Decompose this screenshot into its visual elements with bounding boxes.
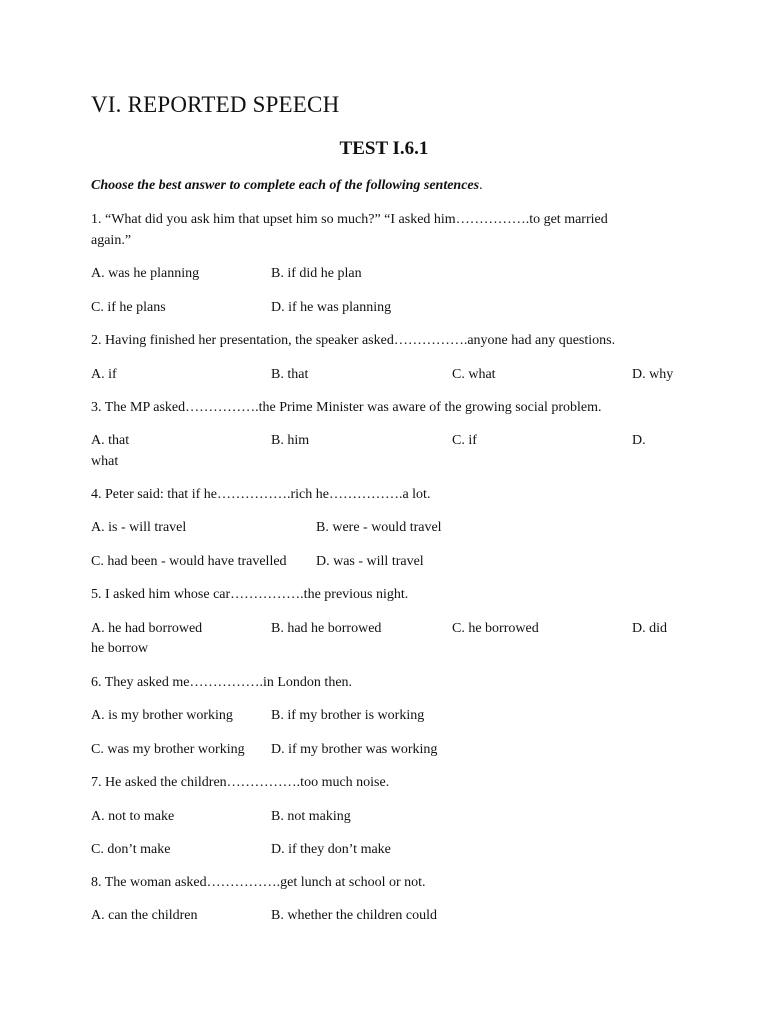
question-5-option-c: C. he borrowed xyxy=(452,621,539,636)
question-4-option-c: C. had been - would have travelled xyxy=(91,554,287,569)
question-3-option-d-wrap: what xyxy=(91,454,119,469)
question-5-line-1: 5. I asked him whose car…………….the previous night. xyxy=(91,587,409,602)
question-7-option-a: A. not to make xyxy=(91,809,175,824)
question-7-option-d: D. if they don’t make xyxy=(271,842,391,857)
instruction-text: Choose the best answer to complete each of the following sentences xyxy=(91,178,480,193)
instruction-period: . xyxy=(479,178,483,193)
question-6-option-a: A. is my brother working xyxy=(91,708,233,723)
question-7-line-1: 7. He asked the children…………….too much noise. xyxy=(91,775,390,790)
question-8-option-b: B. whether the children could xyxy=(271,908,438,923)
question-1-option-c: C. if he plans xyxy=(91,300,166,315)
question-7-option-b: B. not making xyxy=(271,809,351,824)
question-4-line-1: 4. Peter said: that if he…………….rich he…………….a lot. xyxy=(91,487,431,502)
question-1-line-2: again.” xyxy=(91,233,132,248)
question-6-option-d: D. if my brother was working xyxy=(271,742,438,757)
question-8-line-1: 8. The woman asked…………….get lunch at school or not. xyxy=(91,875,426,890)
question-6-option-b: B. if my brother is working xyxy=(271,708,425,723)
question-4-option-d: D. was - will travel xyxy=(316,554,424,569)
question-3-option-c: C. if xyxy=(452,433,477,448)
question-8-option-a: A. can the children xyxy=(91,908,198,923)
question-6-option-c: C. was my brother working xyxy=(91,742,245,757)
instruction xyxy=(91,178,483,194)
question-7-option-c: C. don’t make xyxy=(91,842,171,857)
question-1-line-1: 1. “What did you ask him that upset him so much?” “I asked him…………….to get married xyxy=(91,212,608,227)
question-2-option-a: A. if xyxy=(91,367,117,382)
section-title: VI. REPORTED SPEECH xyxy=(91,92,340,117)
question-5-option-b: B. had he borrowed xyxy=(271,621,382,636)
question-6-line-1: 6. They asked me…………….in London then. xyxy=(91,675,353,690)
question-2-option-b: B. that xyxy=(271,367,309,382)
question-1-option-a: A. was he planning xyxy=(91,266,200,281)
test-title: TEST I.6.1 xyxy=(339,138,429,159)
question-5-option-a: A. he had borrowed xyxy=(91,621,203,636)
question-3-option-b: B. him xyxy=(271,433,310,448)
question-4-option-b: B. were - would travel xyxy=(316,520,442,535)
question-1-option-b: B. if did he plan xyxy=(271,266,362,281)
question-4-option-a: A. is - will travel xyxy=(91,520,187,535)
question-2-option-d: D. why xyxy=(632,367,674,382)
question-3-option-d: D. xyxy=(632,433,646,448)
question-1-option-d: D. if he was planning xyxy=(271,300,392,315)
question-5-option-d: D. did xyxy=(632,621,667,636)
question-2-line-1: 2. Having finished her presentation, the speaker asked…………….anyone had any questions. xyxy=(91,333,616,348)
question-3-line-1: 3. The MP asked…………….the Prime Minister was aware of the growing social problem. xyxy=(91,400,602,415)
question-2-option-c: C. what xyxy=(452,367,496,382)
question-3-option-a: A. that xyxy=(91,433,130,448)
question-5-option-d-wrap: he borrow xyxy=(91,641,149,656)
